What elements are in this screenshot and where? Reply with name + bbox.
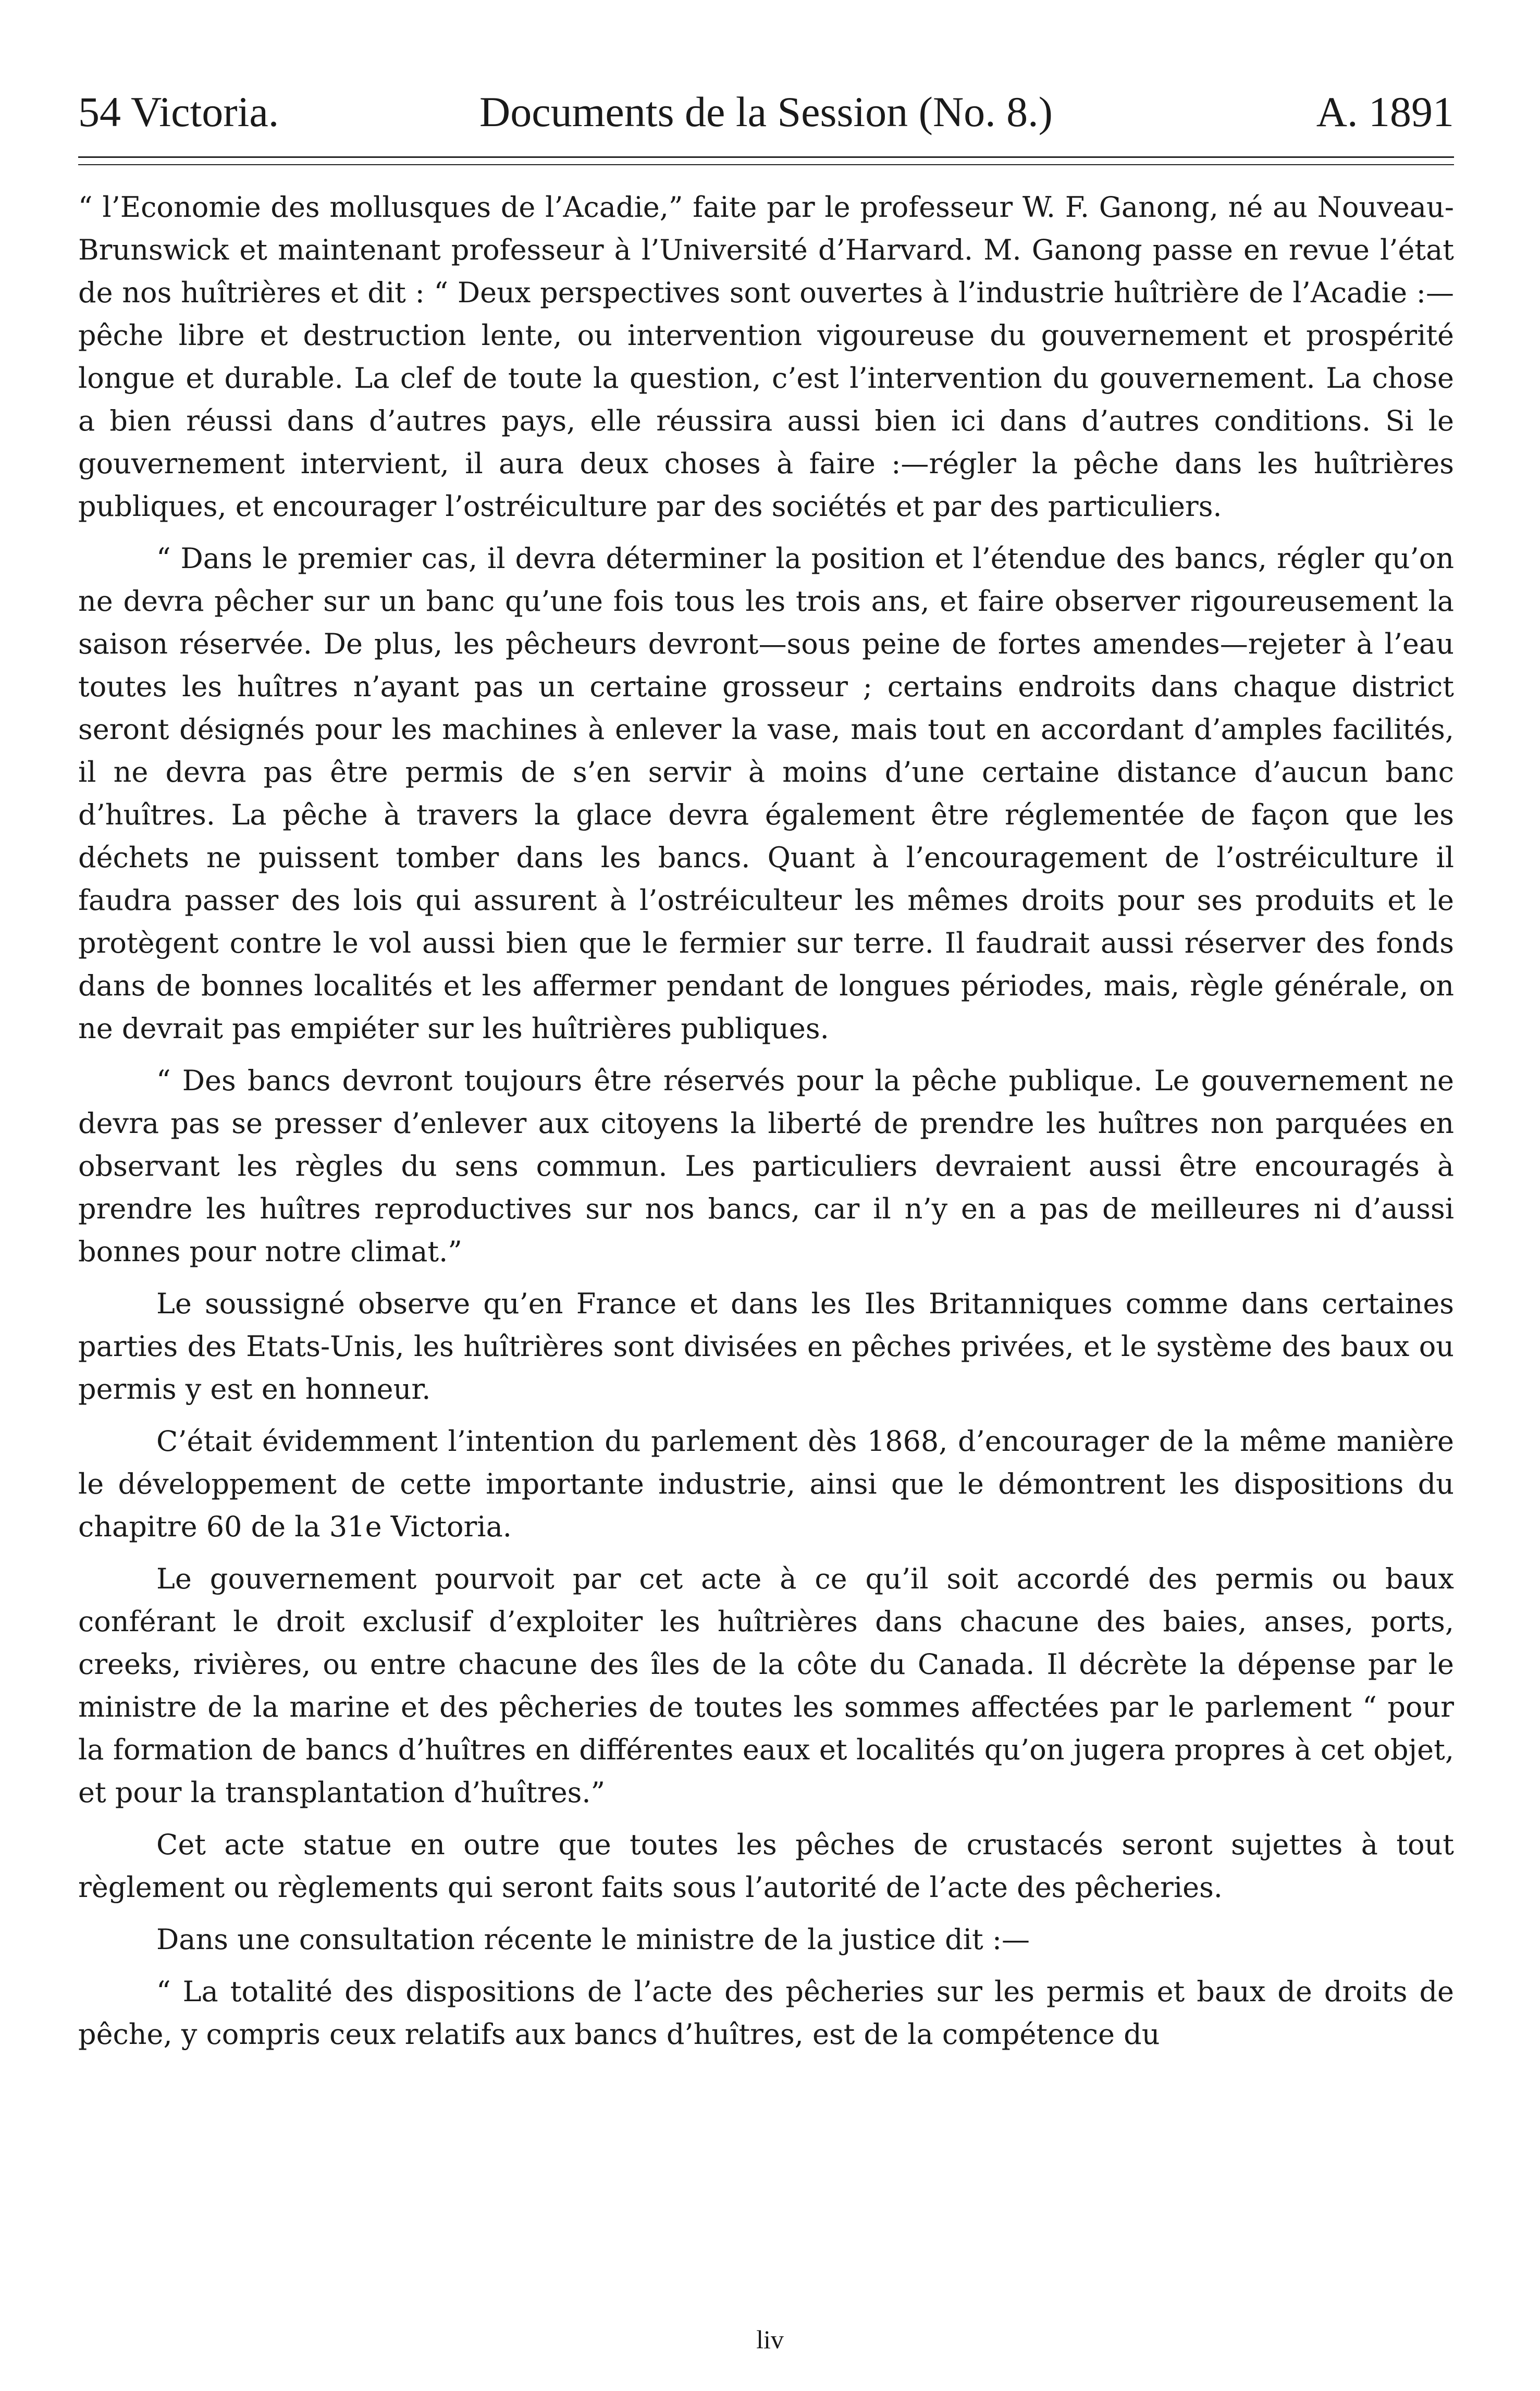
header-double-rule xyxy=(78,156,1454,165)
paragraph-8: Dans une consultation récente le ministre de la justice dit :— xyxy=(156,1923,1030,1956)
paragraph-6: Le gouvernement pourvoit par cet acte à ce qu’il soit accordé des permis ou baux conférant le droit exclusif d’exploiter les huîtrières dans chacune des baies, anses, ports, creeks, rivières, ou entre chacune des îles de la côte du Canada. Il décrète la dépense par le ministre de la marine et des pêcheries de toutes les sommes affectées par le parlement “ pour la formation de bancs d’huîtres en différentes eaux et localités qu’on jugera propres à cet objet, et pour la transplantation d’huîtres.” xyxy=(78,1562,1454,1809)
paragraph-7: Cet acte statue en outre que toutes les pêches de crustacés seront sujettes à tout règlement ou règlements qui seront faits sous l’autorité de l’acte des pêcheries. xyxy=(78,1828,1454,1904)
document-page xyxy=(78,63,1454,2065)
page-folio: liv xyxy=(756,2325,784,2354)
header-year: A. 1891 xyxy=(1316,88,1454,135)
paragraph-5: C’était évidemment l’intention du parlement dès 1868, d’encourager de la même manière le développement de cette importante industrie, ainsi que le démontrent les dispositions du chapitre 60 de la 31e Victoria. xyxy=(78,1425,1454,1543)
paragraph-9: “ La totalité des dispositions de l’acte des pêcheries sur les permis et baux de droits de pêche, y compris ceux relatifs aux bancs d’huîtres, est de la compétence du xyxy=(78,1975,1454,2051)
header-volume: 54 Victoria. xyxy=(78,88,279,135)
header-title: Documents de la Session (No. 8.) xyxy=(479,88,1053,135)
paragraph-1: “ l’Economie des mollusques de l’Acadie,” faite par le professeur W. F. Ganong, né au Nouveau-Brunswick et maintenant professeur à l’Université d’Harvard. M. Ganong passe en revue l’état de nos huîtrières et dit : “ Deux perspectives sont ouvertes à l’industrie huîtrière de l’Acadie :—pêche libre et destruction lente, ou intervention vigoureuse du gouvernement et prospérité longue et durable. La clef de toute la question, c’est l’intervention du gouvernement. La chose a bien réussi dans d’autres pays, elle réussira aussi bien ici dans d’autres conditions. Si le gouvernement intervient, il aura deux choses à faire :—régler la pêche dans les huîtrières publiques, et encourager l’ostréiculture par des sociétés et par des particuliers. xyxy=(78,191,1454,523)
paragraph-2: “ Dans le premier cas, il devra déterminer la position et l’étendue des bancs, régler qu’on ne devra pêcher sur un banc qu’une fois tous les trois ans, et faire observer rigoureusement la saison réservée. De plus, les pêcheurs devront—sous peine de fortes amendes—rejeter à l’eau toutes les huîtres n’ayant pas un certaine grosseur ; certains endroits dans chaque district seront désignés pour les machines à enlever la vase, mais tout en accordant d’amples facilités, il ne devra pas être permis de s’en servir à moins d’une certaine distance d’aucun banc d’huîtres. La pêche à travers la glace devra également être réglementée de façon que les déchets ne puissent tomber dans les bancs. Quant à l’encouragement de l’ostréiculture il faudra passer des lois qui assurent à l’ostréiculteur les mêmes droits pour ses produits et le protègent contre le vol aussi bien que le fermier sur terre. Il faudrait aussi réserver des fonds dans de bonnes localités et les affermer pendant de longues périodes, mais, règle générale, on ne devrait pas empiéter sur les huîtrières publiques. xyxy=(78,542,1454,1045)
paragraph-3: “ Des bancs devront toujours être réservés pour la pêche publique. Le gouvernement ne devra pas se presser d’enlever aux citoyens la liberté de prendre les huîtres non parquées en observant les règles du sens commun. Les particuliers devraient aussi être encouragés à prendre les huîtres reproductives sur nos bancs, car il n’y en a pas de meilleures ni d’aussi bonnes pour notre climat.” xyxy=(78,1064,1454,1268)
paragraph-4: Le soussigné observe qu’en France et dans les Iles Britanniques comme dans certaines parties des Etats-Unis, les huîtrières sont divisées en pêches privées, et le système des baux ou permis y est en honneur. xyxy=(78,1287,1454,1406)
body-text xyxy=(78,186,1454,2056)
running-header xyxy=(78,63,1454,135)
